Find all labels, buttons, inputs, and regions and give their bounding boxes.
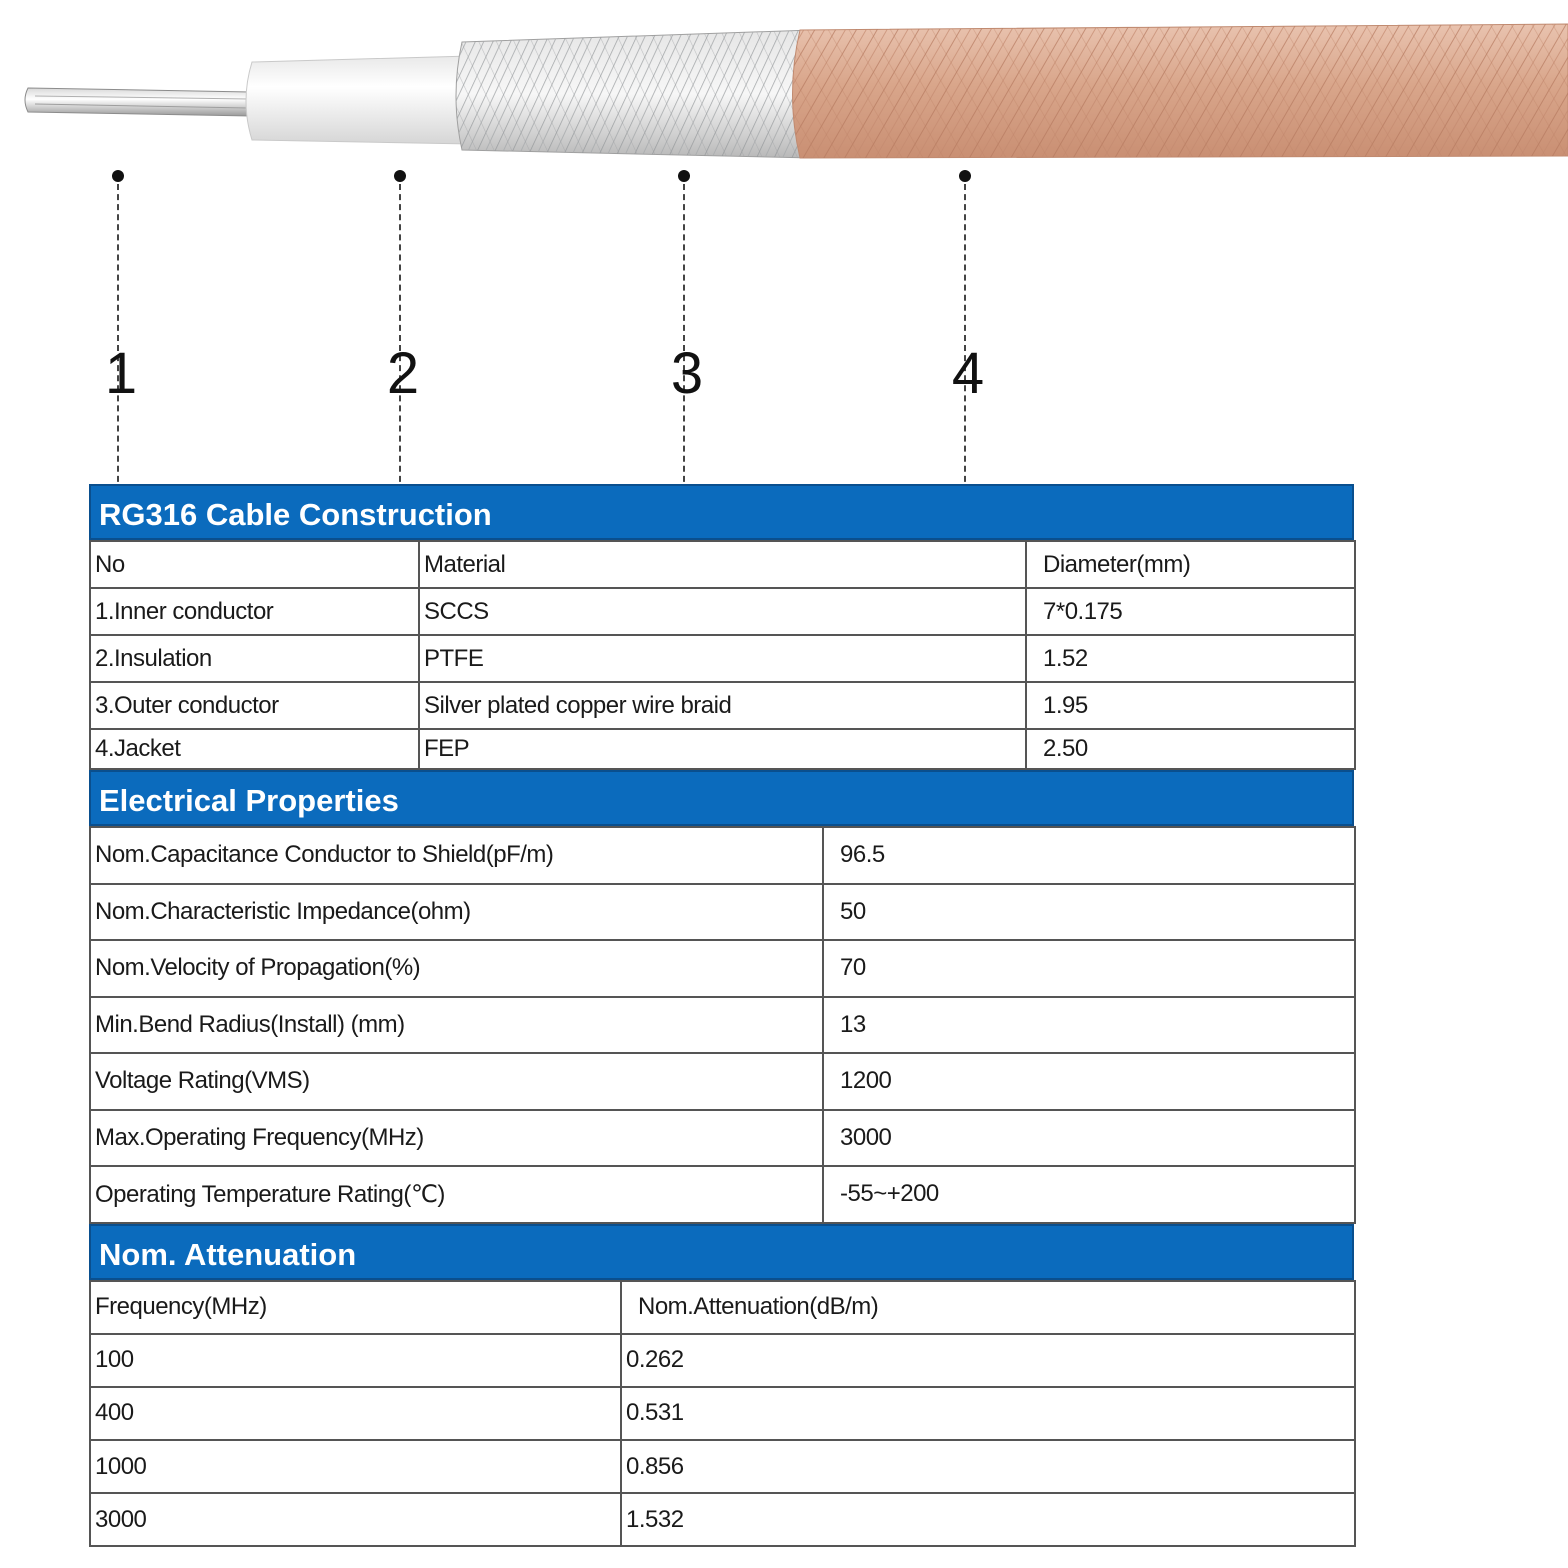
cell-value: 13 bbox=[823, 997, 1355, 1054]
attenuation-table bbox=[89, 1280, 1356, 1548]
header-cell: No bbox=[90, 541, 419, 588]
cell-material: PTFE bbox=[419, 635, 1026, 682]
cell-layer: 1.Inner conductor bbox=[90, 588, 419, 635]
cell-property: Nom.Capacitance Conductor to Shield(pF/m) bbox=[90, 827, 823, 884]
cell-material: SCCS bbox=[419, 588, 1026, 635]
insulation-layer bbox=[246, 56, 470, 144]
cell-material: FEP bbox=[419, 729, 1026, 769]
outer-conductor-braid bbox=[456, 30, 812, 158]
table-row bbox=[90, 1440, 1355, 1493]
cell-property: Nom.Characteristic Impedance(ohm) bbox=[90, 884, 823, 941]
cell-value: -55~+200 bbox=[823, 1166, 1355, 1223]
marker-dot bbox=[959, 170, 971, 182]
table-row bbox=[90, 729, 1355, 769]
cell-value: 1200 bbox=[823, 1053, 1355, 1110]
marker-number: 4 bbox=[951, 341, 985, 406]
header-cell: Frequency(MHz) bbox=[90, 1281, 621, 1334]
table-row bbox=[90, 682, 1355, 729]
table-row bbox=[90, 635, 1355, 682]
table-row bbox=[90, 1387, 1355, 1440]
cell-diameter: 2.50 bbox=[1026, 729, 1355, 769]
cell-attenuation: 1.532 bbox=[621, 1493, 1355, 1546]
cell-property: Max.Operating Frequency(MHz) bbox=[90, 1110, 823, 1167]
marker-number: 1 bbox=[104, 341, 138, 406]
cell-frequency: 400 bbox=[90, 1387, 621, 1440]
cell-attenuation: 0.856 bbox=[621, 1440, 1355, 1493]
header-cell: Diameter(mm) bbox=[1026, 541, 1355, 588]
cell-value: 3000 bbox=[823, 1110, 1355, 1167]
table-row bbox=[90, 1166, 1355, 1223]
cell-property: Min.Bend Radius(Install) (mm) bbox=[90, 997, 823, 1054]
table-row bbox=[90, 997, 1355, 1054]
cell-frequency: 1000 bbox=[90, 1440, 621, 1493]
cell-attenuation: 0.531 bbox=[621, 1387, 1355, 1440]
cell-diameter: 1.95 bbox=[1026, 682, 1355, 729]
cell-layer: 3.Outer conductor bbox=[90, 682, 419, 729]
cell-frequency: 100 bbox=[90, 1334, 621, 1387]
cell-value: 96.5 bbox=[823, 827, 1355, 884]
attenuation-title: Nom. Attenuation bbox=[89, 1224, 1354, 1280]
table-header-row bbox=[90, 1281, 1355, 1334]
spec-sheet bbox=[89, 484, 1354, 1547]
marker-number: 3 bbox=[670, 341, 704, 406]
table-row bbox=[90, 940, 1355, 997]
table-row bbox=[90, 588, 1355, 635]
table-row bbox=[90, 1110, 1355, 1167]
cell-attenuation: 0.262 bbox=[621, 1334, 1355, 1387]
header-cell: Material bbox=[419, 541, 1026, 588]
table-header-row bbox=[90, 541, 1355, 588]
cell-frequency: 3000 bbox=[90, 1493, 621, 1546]
cell-diameter: 7*0.175 bbox=[1026, 588, 1355, 635]
construction-title: RG316 Cable Construction bbox=[89, 484, 1354, 540]
table-row bbox=[90, 1053, 1355, 1110]
cell-layer: 2.Insulation bbox=[90, 635, 419, 682]
header-cell: Nom.Attenuation(dB/m) bbox=[621, 1281, 1355, 1334]
cell-property: Voltage Rating(VMS) bbox=[90, 1053, 823, 1110]
electrical-table bbox=[89, 826, 1356, 1224]
table-row bbox=[90, 1334, 1355, 1387]
cell-property: Operating Temperature Rating(℃) bbox=[90, 1166, 823, 1223]
cell-layer: 4.Jacket bbox=[90, 729, 419, 769]
cell-diameter: 1.52 bbox=[1026, 635, 1355, 682]
electrical-title: Electrical Properties bbox=[89, 770, 1354, 826]
cell-material: Silver plated copper wire braid bbox=[419, 682, 1026, 729]
cell-property: Nom.Velocity of Propagation(%) bbox=[90, 940, 823, 997]
marker-dot bbox=[394, 170, 406, 182]
marker-dot bbox=[678, 170, 690, 182]
cable-jacket bbox=[793, 24, 1568, 158]
table-row bbox=[90, 884, 1355, 941]
cell-value: 70 bbox=[823, 940, 1355, 997]
inner-conductor-wire bbox=[25, 88, 250, 116]
marker-number: 2 bbox=[386, 341, 420, 406]
cable-illustration bbox=[0, 0, 1568, 175]
table-row bbox=[90, 827, 1355, 884]
table-row bbox=[90, 1493, 1355, 1546]
marker-dot bbox=[112, 170, 124, 182]
cell-value: 50 bbox=[823, 884, 1355, 941]
construction-table bbox=[89, 540, 1356, 770]
